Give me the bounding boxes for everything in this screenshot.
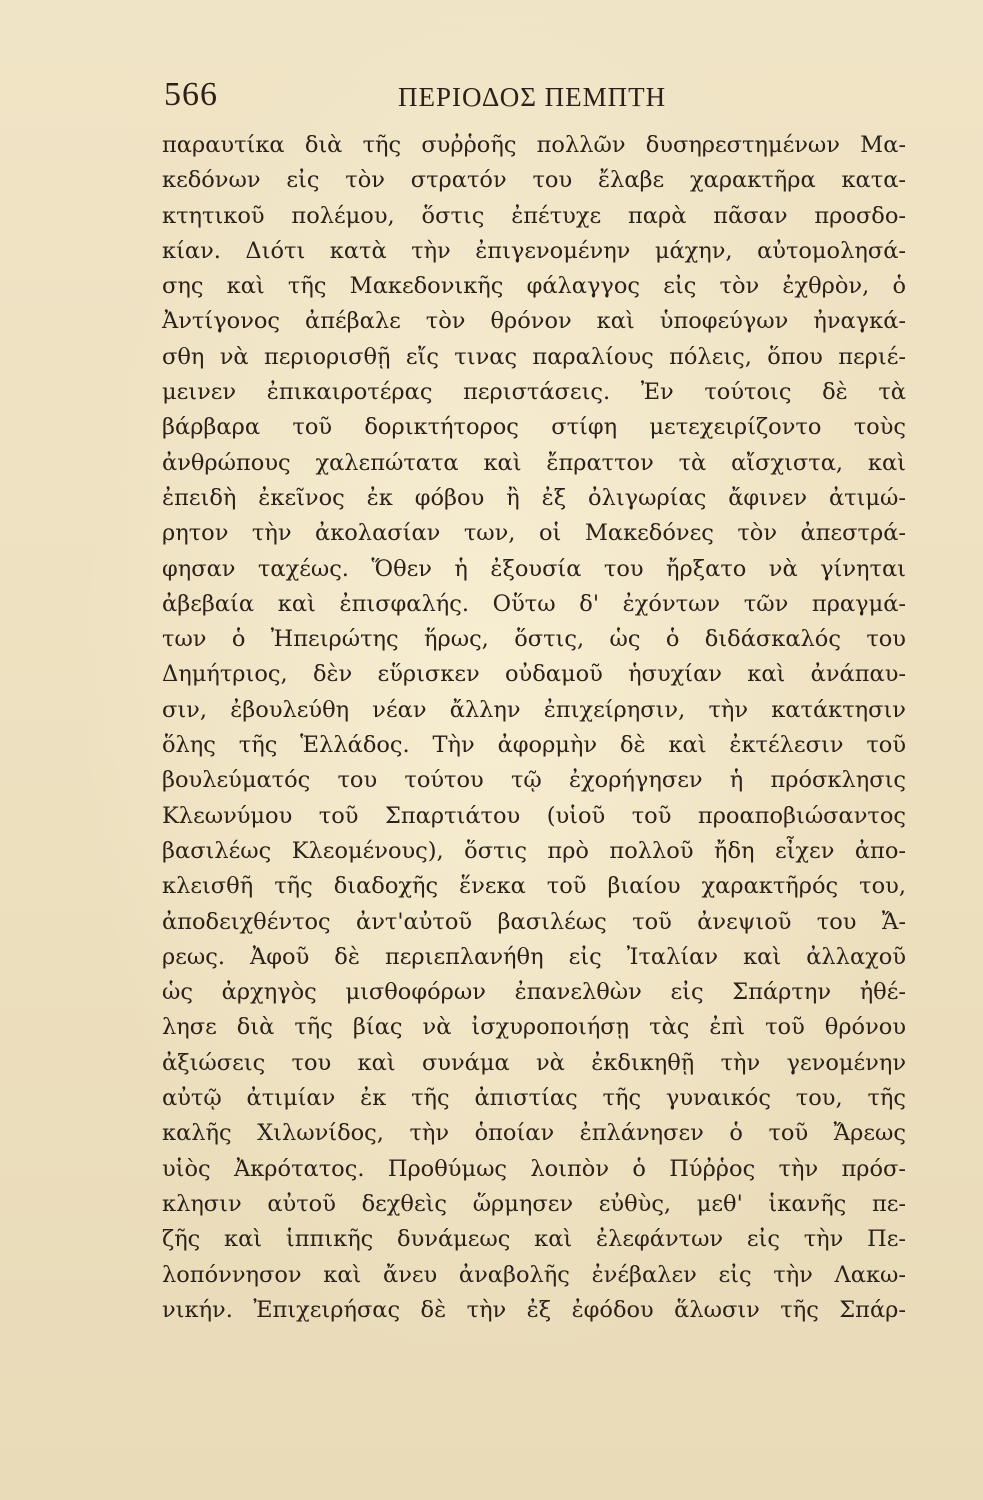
text-line: ρητον τὴν ἀκολασίαν των, οἱ Μακεδόνες τὸν ἀπεστρά- xyxy=(162,520,906,547)
text-line: κίαν. Διότι κατὰ τὴν ἐπιγενομένην μάχην, αὐτομολησά- xyxy=(162,237,906,264)
page-number: 566 xyxy=(164,76,218,113)
text-line: λοπόννησον καὶ ἄνευ ἀναβολῆς ἐνέβαλεν εἰς τὴν Λακω- xyxy=(162,1261,906,1288)
text-line: Δημήτριος, δὲν εὕρισκεν οὐδαμοῦ ἡσυχίαν καὶ ἀνάπαυ- xyxy=(162,661,906,688)
body-text xyxy=(162,128,906,1328)
running-head: ΠΕΡΙΟΔΟΣ ΠΕΜΠΤΗ xyxy=(398,82,667,112)
text-line: κεδόνων εἰς τὸν στρατόν του ἔλαβε χαρακτῆρα κατα- xyxy=(162,167,906,194)
text-line: κλεισθῆ τῆς διαδοχῆς ἕνεκα τοῦ βιαίου χαρακτῆρός του, xyxy=(162,873,906,900)
text-line: φησαν ταχέως. Ὅθεν ἡ ἐξουσία του ἤρξατο νὰ γίνηται xyxy=(162,555,906,582)
text-line: σης καὶ τῆς Μακεδονικῆς φάλαγγος εἰς τὸν ἐχθρὸν, ὁ xyxy=(162,273,906,300)
text-line: καλῆς Χιλωνίδος, τὴν ὁποίαν ἐπλάνησεν ὁ τοῦ Ἄρεως xyxy=(162,1120,906,1147)
text-line: υἱὸς Ἀκρότατος. Προθύμως λοιπὸν ὁ Πύῤῥος τὴν πρόσ- xyxy=(162,1155,906,1182)
text-line: των ὁ Ἠπειρώτης ἥρως, ὅστις, ὡς ὁ διδάσκαλός του xyxy=(162,626,906,653)
text-line: μεινεν ἐπικαιροτέρας περιστάσεις. Ἐν τούτοις δὲ τὰ xyxy=(162,379,906,406)
text-line: Ἀντίγονος ἀπέβαλε τὸν θρόνον καὶ ὑποφεύγων ἠναγκά- xyxy=(162,308,906,335)
text-line: βάρβαρα τοῦ δορικτήτορος στίφη μετεχειρίζοντο τοὺς xyxy=(162,414,906,441)
text-line: λησε διὰ τῆς βίας νὰ ἰσχυροποιήσῃ τὰς ἐπὶ τοῦ θρόνου xyxy=(162,1014,906,1041)
text-line: ἀβεβαία καὶ ἐπισφαλής. Οὕτω δ' ἐχόντων τῶν πραγμά- xyxy=(162,590,906,617)
text-line: ἐπειδὴ ἐκεῖνος ἐκ φόβου ἢ ἐξ ὀλιγωρίας ἄφινεν ἀτιμώ- xyxy=(162,484,906,511)
text-line: ἀξιώσεις του καὶ συνάμα νὰ ἐκδικηθῇ τὴν γενομένην xyxy=(162,1049,906,1076)
text-line: ἀποδειχθέντος ἀντ'αὐτοῦ βασιλέως τοῦ ἀνεψιοῦ του Ἄ- xyxy=(162,908,906,935)
text-line: Κλεωνύμου τοῦ Σπαρτιάτου (υἱοῦ τοῦ προαποβιώσαντος xyxy=(162,802,906,829)
text-line: ρεως. Ἀφοῦ δὲ περιεπλανήθη εἰς Ἰταλίαν καὶ ἀλλαχοῦ xyxy=(162,943,906,970)
text-line: αὐτῷ ἀτιμίαν ἐκ τῆς ἀπιστίας τῆς γυναικός του, τῆς xyxy=(162,1085,906,1112)
text-line: βασιλέως Κλεομένους), ὅστις πρὸ πολλοῦ ἤδη εἶχεν ἀπο- xyxy=(162,837,906,864)
text-line: ὅλης τῆς Ἑλλάδος. Τὴν ἀφορμὴν δὲ καὶ ἐκτέλεσιν τοῦ xyxy=(162,732,906,759)
text-line: κλησιν αὐτοῦ δεχθεὶς ὥρμησεν εὐθὺς, μεθ' ἱκανῆς πε- xyxy=(162,1190,906,1217)
text-line: σιν, ἐβουλεύθη νέαν ἄλλην ἐπιχείρησιν, τὴν κατάκτησιν xyxy=(162,696,906,723)
text-line: ὡς ἀρχηγὸς μισθοφόρων ἐπανελθὼν εἰς Σπάρτην ἠθέ- xyxy=(162,979,906,1006)
text-line: σθη νὰ περιορισθῇ εἴς τινας παραλίους πόλεις, ὅπου περιέ- xyxy=(162,343,906,370)
page-header xyxy=(164,72,894,118)
text-line: ἀνθρώπους χαλεπώτατα καὶ ἔπραττον τὰ αἴσχιστα, καὶ xyxy=(162,449,906,476)
text-line: βουλεύματός του τούτου τῷ ἐχορήγησεν ἡ πρόσκλησις xyxy=(162,767,906,794)
text-line: παραυτίκα διὰ τῆς συῤῥοῆς πολλῶν δυσηρεστημένων Μα- xyxy=(162,132,906,158)
text-line: ζῆς καὶ ἱππικῆς δυνάμεως καὶ ἐλεφάντων εἰς τὴν Πε- xyxy=(162,1226,906,1253)
text-line: νικήν. Ἐπιχειρήσας δὲ τὴν ἐξ ἐφόδου ἅλωσιν τῆς Σπάρ- xyxy=(162,1296,906,1323)
text-line: κτητικοῦ πολέμου, ὅστις ἐπέτυχε παρὰ πᾶσαν προσδο- xyxy=(162,202,906,229)
